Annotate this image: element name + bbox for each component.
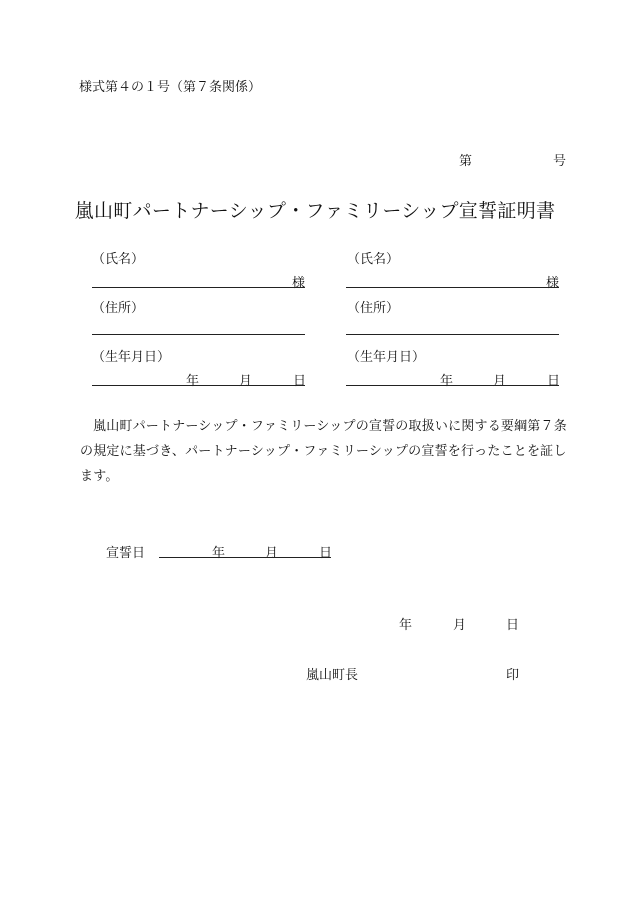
certification-statement: 嵐山町パートナーシップ・ファミリーシップの宣誓の取扱いに関する要綱第７条の規定に基づき、パートナーシップ・ファミリーシップの宣誓を行ったことを証します。 [80, 419, 567, 484]
right-birth-day: 日 [547, 374, 561, 389]
right-address-line [346, 334, 559, 335]
left-birth-line [92, 385, 305, 386]
left-birth-label: （生年月日） [92, 350, 171, 365]
left-birth-day: 日 [293, 374, 307, 389]
issue-day: 日 [506, 618, 520, 633]
issue-year: 年 [399, 618, 413, 633]
right-birth-line [346, 385, 559, 386]
right-birth-year: 年 [440, 374, 454, 389]
certificate-number-prefix: 第 [459, 154, 473, 169]
certificate-number-suffix: 号 [553, 154, 567, 169]
declaration-date-line [159, 557, 331, 558]
left-birth-year: 年 [186, 374, 200, 389]
right-honorific: 様 [546, 276, 560, 291]
left-name-label: （氏名） [92, 252, 145, 267]
right-address-label: （住所） [347, 301, 400, 316]
left-address-line [92, 334, 305, 335]
left-birth-month: 月 [239, 374, 253, 389]
declaration-year: 年 [212, 546, 226, 561]
left-honorific: 様 [292, 276, 306, 291]
right-birth-month: 月 [493, 374, 507, 389]
declaration-month: 月 [265, 546, 279, 561]
left-address-label: （住所） [92, 301, 145, 316]
right-name-label: （氏名） [347, 252, 400, 267]
mayor-title: 嵐山町長 [306, 668, 359, 683]
declaration-day: 日 [319, 546, 333, 561]
issue-month: 月 [453, 618, 467, 633]
right-birth-label: （生年月日） [347, 350, 426, 365]
right-name-line [346, 287, 559, 288]
declaration-date-label: 宣誓日 [106, 546, 146, 561]
seal-mark: 印 [506, 668, 520, 683]
form-number: 様式第４の１号（第７条関係） [79, 80, 262, 95]
left-name-line [92, 287, 305, 288]
document-title: 嵐山町パートナーシップ・ファミリーシップ宣誓証明書 [74, 200, 556, 222]
